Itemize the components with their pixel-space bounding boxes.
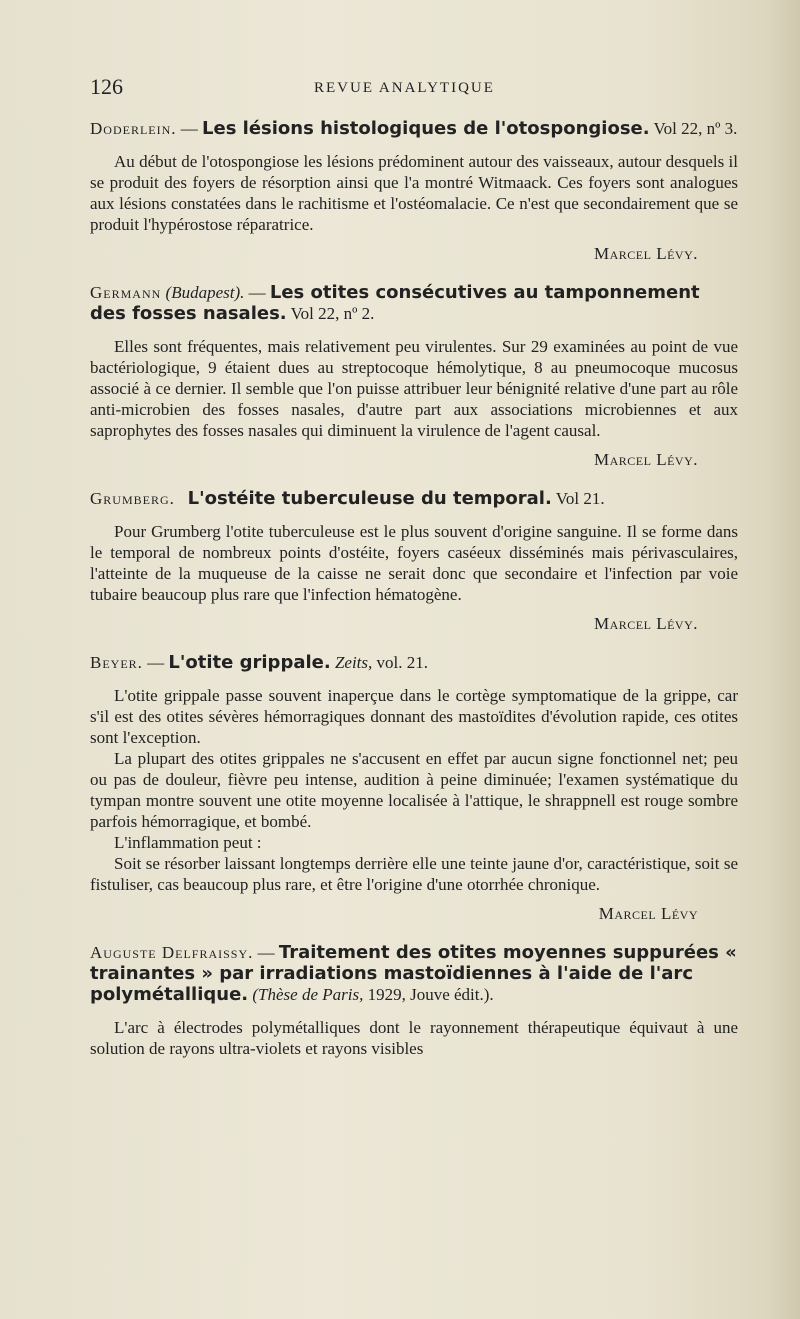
page-header bbox=[0, 74, 800, 104]
entry-heading bbox=[90, 282, 738, 324]
entry-signature: Marcel Lévy. bbox=[594, 614, 698, 633]
entry-paragraph: Au début de l'otospongiose les lésions prédominent autour des vaisseaux, autour desquels il se produit des foyers de résorption ainsi que l'a montré Witmaack. Ces foyers sont analogues aux lésions constatées dans le rachitisme et l'ostéomalacie. Ce n'est que secondairement que se produit l'hypérostose réparatrice. bbox=[90, 152, 738, 234]
entry-heading bbox=[90, 942, 738, 1005]
entry-journal: Zeits, bbox=[330, 653, 373, 672]
running-head: REVUE ANALYTIQUE bbox=[314, 80, 495, 96]
entry-reference: vol. 21. bbox=[372, 653, 428, 672]
entry-paragraph: L'arc à électrodes polymétalliques dont le rayonnement thérapeutique équivaut à une solution de rayons ultra-violets et rayons visibles bbox=[90, 1018, 738, 1058]
heading-separator: — bbox=[176, 119, 203, 138]
entry-author: Grumberg. bbox=[90, 489, 175, 508]
entry-reference: Vol 22, nº 2. bbox=[286, 304, 375, 323]
entry-paragraph: L'inflammation peut : bbox=[114, 833, 262, 852]
entry-title: Les lésions histologiques de l'otospongiose. bbox=[202, 118, 650, 139]
entry-signature: Marcel Lévy bbox=[598, 904, 698, 923]
entry-paragraph: Elles sont fréquentes, mais relativement peu virulentes. Sur 29 examinées au point de vue bactériologique, 9 étaient dues au streptocoque hémolytique, 8 au pneumocoque mucosus associé à ce dernier. Il semble que l'on puisse attribuer leur bénignité relative d'une part au rôle anti-microbien des fosses nasales, d'autre part aux associations microbiennes et aux saprophytes des fosses nasales qui diminuent la virulence de l'agent causal. bbox=[90, 337, 738, 440]
entry-heading bbox=[90, 652, 738, 673]
entry-author: Beyer. bbox=[90, 653, 143, 672]
review-entry-germann bbox=[90, 282, 738, 470]
page-number: 126 bbox=[90, 74, 123, 99]
review-entry-delfraissy bbox=[90, 942, 738, 1059]
entry-author: Germann bbox=[90, 283, 162, 302]
entry-reference: Vol 22, nº 3. bbox=[649, 119, 738, 138]
entry-title: L'otite grippale. bbox=[168, 652, 331, 673]
review-entry-doderlein bbox=[90, 118, 738, 264]
review-content bbox=[90, 118, 738, 1077]
entry-heading bbox=[90, 118, 738, 139]
entry-place: (Budapest). bbox=[161, 283, 245, 302]
review-entry-beyer bbox=[90, 652, 738, 924]
entry-heading bbox=[90, 488, 738, 509]
entry-paragraph: La plupart des otites grippales ne s'accusent en effet par aucun signe fonctionnel net; peu ou pas de douleur, fièvre peu intense, audition à peine diminuée; l'examen systématique du tympan montre souvent une otite moyenne localisée à l'attique, le shrappnell est rouge sombre parfois hémorragique, et bombé. bbox=[90, 749, 738, 831]
entry-author: Auguste Delfraissy. bbox=[90, 943, 254, 962]
heading-separator: — bbox=[244, 283, 270, 302]
entry-signature: Marcel Lévy. bbox=[594, 450, 698, 469]
entry-reference: Vol 21. bbox=[551, 489, 605, 508]
entry-signature: Marcel Lévy. bbox=[594, 244, 698, 263]
entry-title: L'ostéite tuberculeuse du temporal. bbox=[187, 488, 552, 509]
entry-paragraph: Soit se résorber laissant longtemps derrière elle une teinte jaune d'or, caractéristique, soit se fistuliser, cas beaucoup plus rare, et être l'origine d'une otorrhée chronique. bbox=[90, 854, 738, 894]
heading-separator bbox=[175, 489, 188, 508]
review-entry-grumberg bbox=[90, 488, 738, 634]
entry-paragraph: L'otite grippale passe souvent inaperçue dans le cortège symptomatique de la grippe, car s'il est des otites sévères hémorragiques donnant des mastoïdites d'évolution rapide, ces otites sont l'exception. bbox=[90, 686, 738, 747]
heading-separator: — bbox=[142, 653, 169, 672]
entry-title: Traitement des otites moyennes suppurées « trainantes » par irradiations mastoïdiennes à l'aide de l'arc polymétallique. bbox=[90, 942, 737, 1005]
entry-place: (Thèse de Paris, bbox=[248, 985, 364, 1004]
entry-paragraph: Pour Grumberg l'otite tuberculeuse est le plus souvent d'origine sanguine. Il se forme dans le temporal de nombreux points d'ostéite, foyers caséeux disséminés mais périvasculaires, l'atteinte de la muqueuse de la caisse ne serait donc que secondaire et l'infection par voie tubaire beaucoup plus rare que l'infection hématogène. bbox=[90, 522, 738, 604]
heading-separator: — bbox=[253, 943, 279, 962]
entry-author: Doderlein. bbox=[90, 119, 177, 138]
entry-reference: 1929, Jouve édit.). bbox=[363, 985, 494, 1004]
entry-title: Les otites consécutives au tamponnement des fosses nasales. bbox=[90, 282, 700, 324]
